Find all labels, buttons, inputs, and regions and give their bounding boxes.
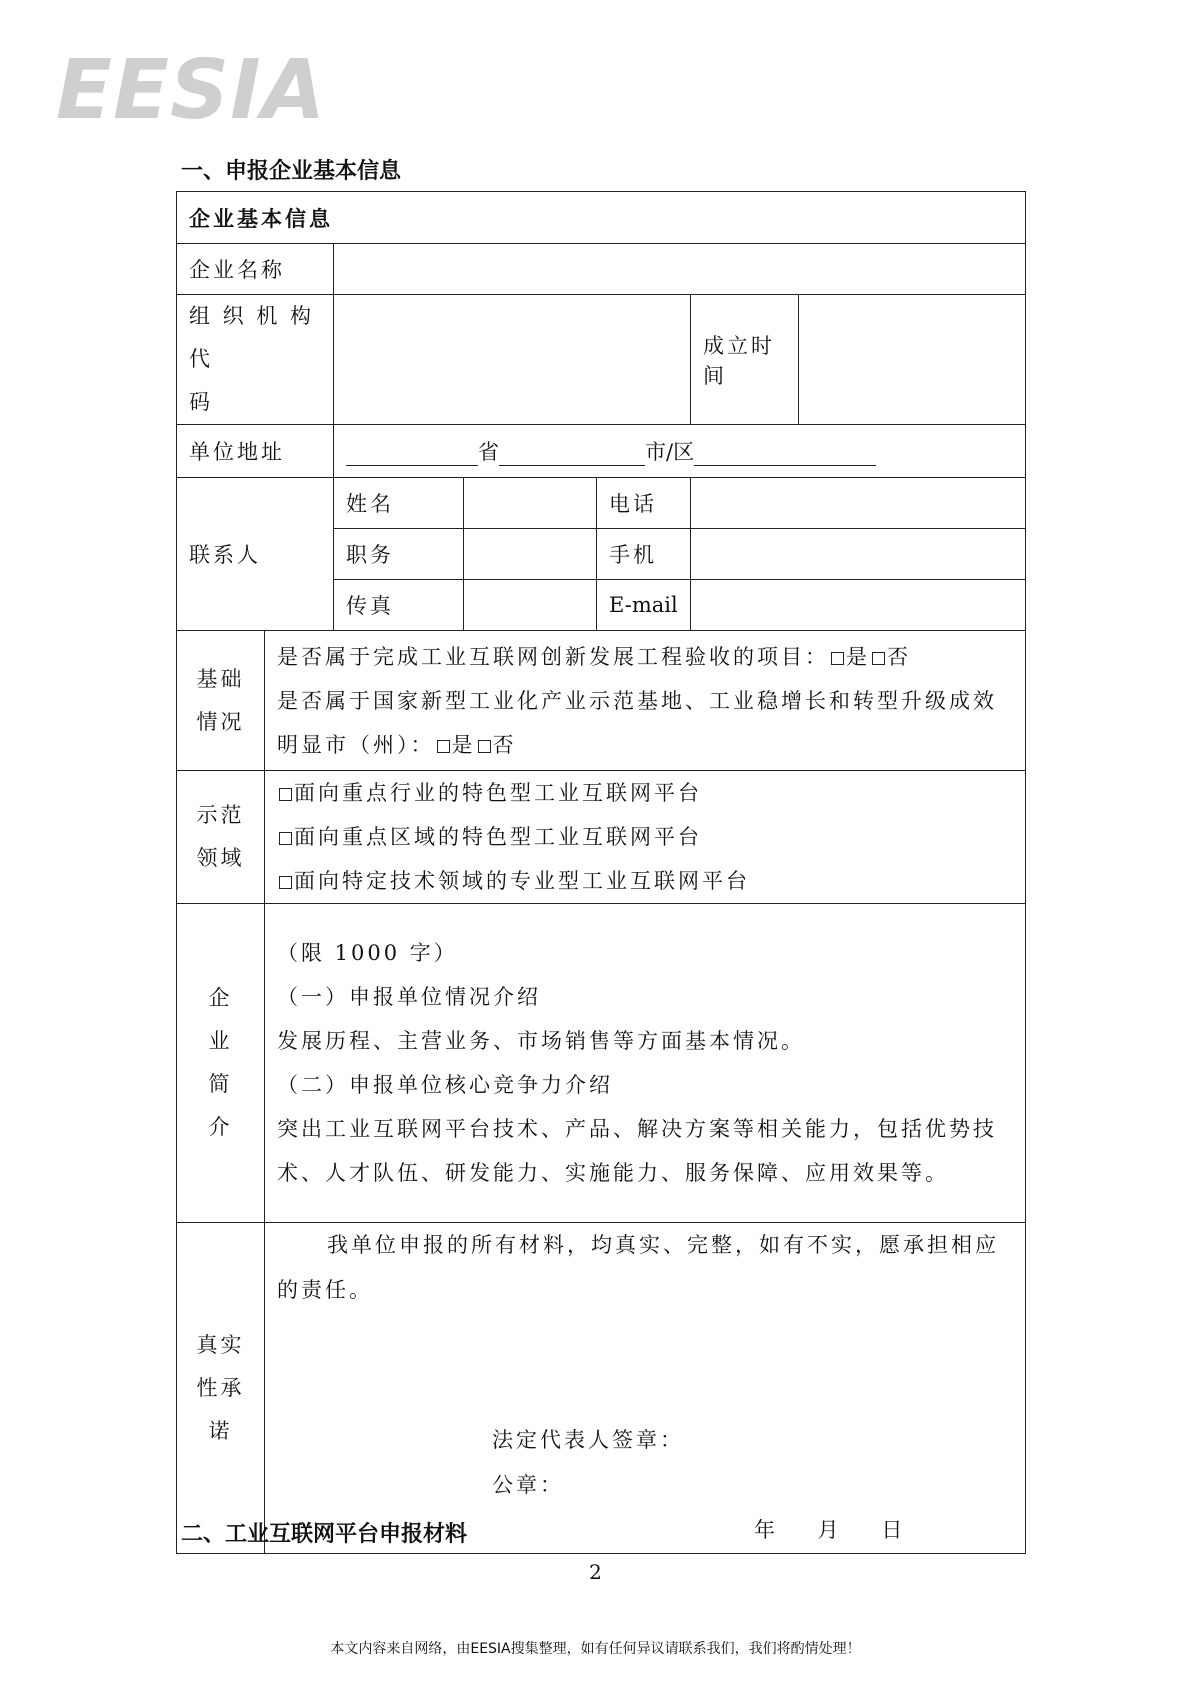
demo-opt1-text: 面向重点行业的特色型工业互联网平台 <box>294 781 702 805</box>
company-intro-label <box>177 904 265 1223</box>
legal-rep-signature[interactable]: 法定代表人签章： <box>492 1428 684 1452</box>
sign-date[interactable]: 年 月 日 <box>754 1518 906 1542</box>
pledge-label <box>177 1223 265 1554</box>
demo-checkbox-3[interactable] <box>279 876 292 889</box>
pledge-label-2: 性承 <box>196 1375 245 1400</box>
pledge-text-line2: 的责任。 <box>277 1278 373 1302</box>
fax-field[interactable] <box>464 580 597 631</box>
company-seal[interactable]: 公章： <box>492 1473 564 1497</box>
position-field[interactable] <box>464 529 597 580</box>
basic-q2-line1: 是否属于国家新型工业化产业示范基地、工业稳增长和转型升级成效 <box>277 688 997 713</box>
demo-field-label <box>177 771 265 904</box>
demo-opt2-text: 面向重点区域的特色型工业互联网平台 <box>294 825 702 849</box>
intro-label-2: 业 <box>208 1029 233 1053</box>
demo-label-2: 领域 <box>196 846 245 870</box>
intro-line-2: （一）申报单位情况介绍 <box>277 985 541 1009</box>
basic-q1-text: 是否属于完成工业互联网创新发展工程验收的项目： <box>277 644 829 669</box>
mobile-label: 手机 <box>597 529 691 580</box>
name-label: 姓名 <box>334 478 464 529</box>
yes-label-1: 是 <box>846 644 870 669</box>
intro-line-5: 突出工业互联网平台技术、产品、解决方案等相关能力，包括优势技 <box>277 1117 997 1141</box>
no-label-2: 否 <box>492 732 517 757</box>
email-label: E-mail <box>597 580 691 631</box>
pledge-label-1: 真实 <box>196 1332 245 1357</box>
phone-field[interactable] <box>691 478 1026 529</box>
demo-opt3-text: 面向特定技术领域的专业型工业互联网平台 <box>294 869 750 893</box>
section-2-title: 二、工业互联网平台申报材料 <box>181 1522 468 1547</box>
demo-option-3[interactable] <box>277 859 1013 903</box>
org-code-label-line1: 组 织 机 构 代 <box>189 304 315 371</box>
demo-field-content <box>265 771 1026 904</box>
intro-label-3: 简 <box>208 1072 233 1096</box>
footer-notice: 本文内容来自网络，由EESIA搜集整理，如有任何异议请联系我们，我们将酌情处理！ <box>330 1641 861 1657</box>
phone-label: 电话 <box>597 478 691 529</box>
intro-line-3: 发展历程、主营业务、市场销售等方面基本情况。 <box>277 1029 805 1053</box>
org-code-label-line2: 码 <box>189 390 213 414</box>
district-blank[interactable] <box>694 441 876 466</box>
city-label: 市/区 <box>645 440 695 464</box>
no-checkbox-2[interactable] <box>478 740 491 753</box>
page-number: 2 <box>589 1560 602 1584</box>
no-label-1: 否 <box>887 644 911 669</box>
demo-option-2[interactable] <box>277 815 1013 859</box>
province-blank[interactable] <box>346 441 478 466</box>
name-field[interactable] <box>464 478 597 529</box>
established-field[interactable] <box>799 295 1026 425</box>
pledge-label-3: 诺 <box>208 1418 233 1443</box>
basic-question-1 <box>277 635 1013 679</box>
address-field[interactable] <box>334 425 1026 478</box>
intro-line-1: （限 1000 字） <box>277 941 458 965</box>
section-1-title: 一、申报企业基本信息 <box>181 159 402 184</box>
fax-label: 传真 <box>334 580 464 631</box>
basic-info-label <box>177 631 265 771</box>
basic-label-2: 情况 <box>196 709 245 734</box>
email-field[interactable] <box>691 580 1026 631</box>
established-label: 成立时间 <box>691 295 799 425</box>
city-blank[interactable] <box>499 441 645 466</box>
province-label: 省 <box>478 440 499 464</box>
address-label: 单位地址 <box>177 425 334 478</box>
company-info-table <box>176 191 1026 1554</box>
org-code-label <box>177 295 334 425</box>
company-name-field[interactable] <box>334 244 1026 295</box>
table-header: 企业基本信息 <box>177 192 1026 244</box>
demo-label-1: 示范 <box>196 803 245 827</box>
intro-label-1: 企 <box>208 986 233 1010</box>
eesia-logo: EESIA <box>56 43 327 138</box>
yes-label-2: 是 <box>451 732 476 757</box>
yes-checkbox-1[interactable] <box>831 652 844 665</box>
contact-label: 联系人 <box>177 478 334 631</box>
position-label: 职务 <box>334 529 464 580</box>
demo-checkbox-1[interactable] <box>279 788 292 801</box>
no-checkbox-1[interactable] <box>872 652 885 665</box>
demo-option-1[interactable] <box>277 771 1013 815</box>
demo-checkbox-2[interactable] <box>279 832 292 845</box>
intro-label-4: 介 <box>208 1115 233 1139</box>
pledge-text-line1: 我单位申报的所有材料，均真实、完整，如有不实，愿承担相应 <box>327 1233 999 1257</box>
company-name-label: 企业名称 <box>177 244 334 295</box>
basic-label-1: 基础 <box>196 666 245 691</box>
mobile-field[interactable] <box>691 529 1026 580</box>
pledge-content <box>265 1223 1026 1554</box>
intro-line-6: 术、人才队伍、研发能力、实施能力、服务保障、应用效果等。 <box>277 1161 949 1185</box>
company-intro-content[interactable] <box>265 904 1026 1223</box>
org-code-field[interactable] <box>334 295 691 425</box>
basic-q2-line2: 明显市（州）： <box>277 732 435 757</box>
yes-checkbox-2[interactable] <box>437 740 450 753</box>
basic-question-2 <box>277 679 1013 767</box>
basic-info-content <box>265 631 1026 771</box>
intro-line-4: （二）申报单位核心竞争力介绍 <box>277 1073 613 1097</box>
